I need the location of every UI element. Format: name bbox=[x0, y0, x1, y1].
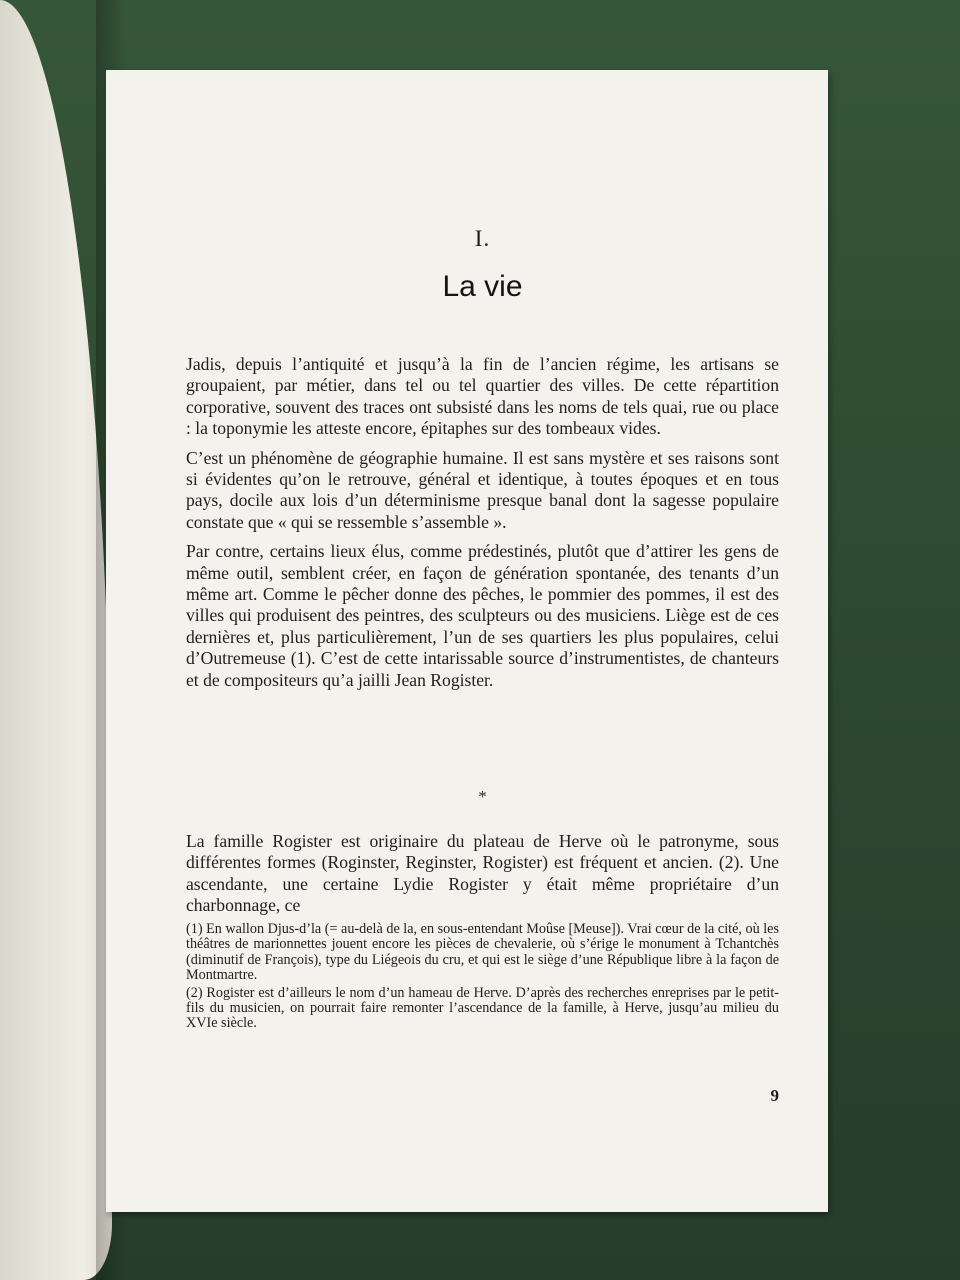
paragraph: C’est un phénomène de géographie humaine. Il est sans mystère et ses raisons sont si évidentes qu’on le retrouve, général et identique, à toutes époques et en tous pays, docile aux lois d’un déterminisme presque banal dont la sagesse populaire constate que « qui se ressemble s’assemble ». bbox=[186, 447, 779, 532]
chapter-number: I. bbox=[474, 226, 491, 251]
body-text-section-1 bbox=[186, 354, 779, 699]
paragraph: Par contre, certains lieux élus, comme prédestinés, plutôt que d’attirer les gens de même outil, semblent créer, en façon de génération spontanée, des tenants d’un même art. Comme le pêcher donne des pêches, le pommier des pommes, il est des villes qui produisent des peintres, des sculpteurs ou des musiciens. Liège est de ces dernières et, plus particulièrement, l’un de ses quartiers les plus populaires, celui d’Outremeuse (1). C’est de cette intarissable source d’instrumentistes, de chanteurs et de compositeurs qu’a jailli Jean Rogister. bbox=[186, 541, 779, 690]
section-separator: * bbox=[478, 787, 487, 806]
chapter-title: La vie bbox=[442, 270, 523, 303]
footnote: (2) Rogister est d’ailleurs le nom d’un hameau de Herve. D’après des recherches enreprises par le petit-fils du musicien, on pourrait faire remonter l’ascendance de la famille, à Herve, jusqu’au milieu du XVIe siècle. bbox=[186, 984, 779, 1032]
body-text-section-2 bbox=[186, 831, 779, 925]
footnotes bbox=[186, 922, 779, 1034]
book-page bbox=[106, 70, 828, 1212]
paragraph: Jadis, depuis l’antiquité et jusqu’à la fin de l’ancien régime, les artisans se groupaient, par métier, dans tel ou tel quartier des villes. De cette répartition corporative, souvent des traces ont subsisté dans les noms de tels quai, rue ou place : la toponymie les atteste encore, épitaphes sur des tombeaux vides. bbox=[186, 354, 779, 439]
footnote: (1) En wallon Djus-d’la (= au-delà de la, en sous-entendant Moûse [Meuse]). Vrai cœur de la cité, où les théâtres de marionnettes jouent encore les pièces de chevalerie, où s’érige le monument à Tchantchès (diminutif de François), type du Liégeois du cru, et qui est le siège d’une République libre à la façon de Montmartre. bbox=[186, 921, 779, 984]
paragraph: La famille Rogister est originaire du plateau de Herve où le patronyme, sous différentes formes (Roginster, Reginster, Rogister) est fréquent et ancien. (2). Une ascendante, une certaine Lydie Rogister y était même propriétaire d’un charbonnage, ce bbox=[186, 831, 779, 916]
page-number: 9 bbox=[770, 1086, 779, 1105]
